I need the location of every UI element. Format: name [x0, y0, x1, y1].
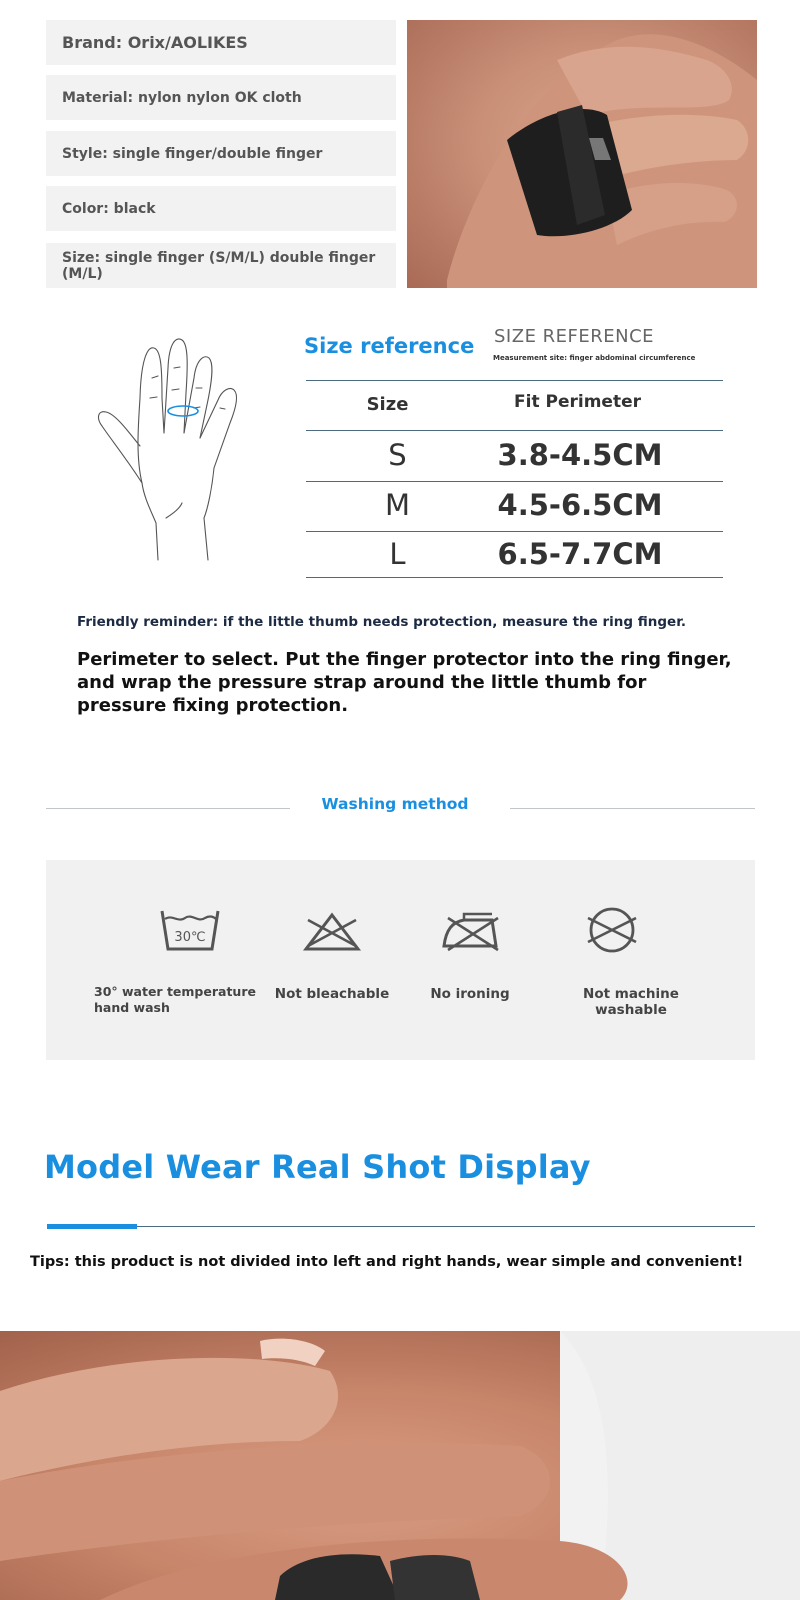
table-divider: [306, 481, 723, 482]
spec-size: Size: single finger (S/M/L) double finger (M/L): [46, 243, 396, 288]
model-title-underline: [47, 1226, 755, 1227]
washing-panel: [46, 860, 755, 1060]
hand-wash-30-icon: [160, 909, 220, 957]
table-header-perimeter: Fit Perimeter: [514, 392, 641, 412]
instruction-paragraph: Perimeter to select. Put the finger protector into the ring finger, and wrap the pressure strap around the little thumb for pressure fixing protection.: [77, 649, 732, 716]
wash-label-no-iron: No ironing: [430, 986, 510, 1002]
table-row-size: S: [388, 438, 407, 472]
table-row-size: M: [384, 488, 411, 522]
spec-style: Style: single finger/double finger: [46, 131, 396, 176]
finger-guard-photo-illustration: [407, 20, 757, 288]
washing-method-title: Washing method: [321, 795, 469, 813]
table-row-perimeter: 4.5-6.5CM: [497, 488, 663, 522]
wash-label-no-machine: Not machine washable: [583, 986, 679, 1018]
table-header-size: Size: [366, 394, 409, 415]
model-hand-photo-illustration: [0, 1331, 800, 1600]
spec-material: Material: nylon nylon OK cloth: [46, 75, 396, 120]
wash-temp-text: 30℃: [174, 930, 206, 945]
wash-label-no-bleach: Not bleachable: [274, 986, 390, 1002]
size-reference-title: Size reference: [304, 334, 475, 358]
size-reference-title-en: SIZE REFERENCE: [494, 326, 655, 347]
hand-outline-icon: [96, 338, 256, 563]
spec-color: Color: black: [46, 186, 396, 231]
table-divider: [306, 380, 723, 381]
product-photo-top: [407, 20, 757, 288]
table-row-size: L: [389, 537, 406, 571]
table-row-perimeter: 6.5-7.7CM: [497, 537, 663, 571]
section-divider: [510, 808, 755, 809]
spec-brand: Brand: Orix/AOLIKES: [46, 20, 396, 65]
model-title-accent-bar: [47, 1224, 137, 1229]
no-iron-icon: [440, 910, 504, 956]
model-tips: Tips: this product is not divided into left and right hands, wear simple and convenient!: [30, 1254, 744, 1270]
friendly-reminder: Friendly reminder: if the little thumb needs protection, measure the ring finger.: [77, 614, 687, 630]
size-reference-subtitle: Measurement site: finger abdominal circumference: [493, 354, 696, 362]
model-photo-bottom: [0, 1331, 800, 1600]
wash-label-hand-wash: 30° water temperature hand wash: [94, 984, 256, 1015]
model-section-title: Model Wear Real Shot Display: [44, 1148, 591, 1186]
no-machine-wash-icon: [584, 904, 640, 960]
table-divider: [306, 430, 723, 431]
table-divider: [306, 577, 723, 578]
no-bleach-icon: [302, 912, 362, 956]
table-divider: [306, 531, 723, 532]
table-row-perimeter: 3.8-4.5CM: [497, 438, 663, 472]
